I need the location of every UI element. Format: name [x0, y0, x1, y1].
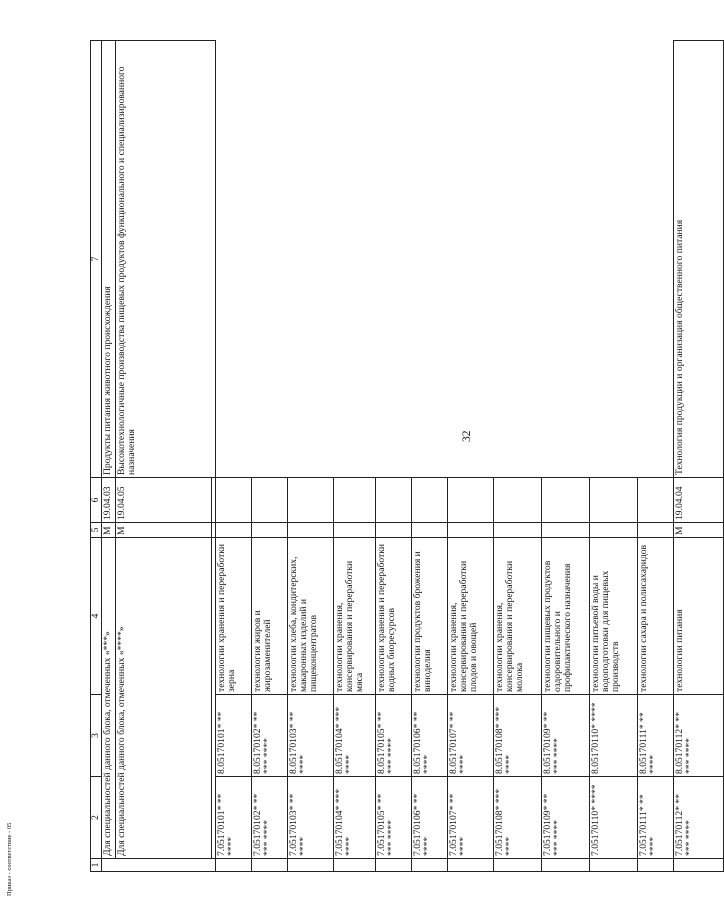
cell-c5 [493, 523, 541, 538]
cell-c1 [411, 859, 447, 872]
cell-c4: технологии сахара и полисахаридов [637, 538, 673, 695]
cell-c2: 7.05170111* ** **** [637, 777, 673, 859]
cell-c1 [375, 859, 411, 872]
table-row [673, 41, 723, 872]
table-row [287, 41, 333, 872]
page-number: 32 [461, 430, 473, 442]
cell-c1 [637, 859, 673, 872]
note-row [102, 41, 115, 872]
table-row [447, 41, 493, 872]
cell-c6 [589, 478, 637, 523]
cell-c3: 8.05170103* ** **** [287, 695, 333, 777]
cell-c3: 8.05170110* **** [589, 695, 637, 777]
header-cell: 2 [91, 777, 102, 859]
cell-c4: технологии хранения, консервирования и переработки мяса [333, 538, 375, 695]
cell-c4: технологии хранения, консервирования и переработки молока [493, 538, 541, 695]
cell-c7: Технология продукции и организация общественного питания [673, 41, 723, 478]
table-row [541, 41, 589, 872]
table-row [251, 41, 287, 872]
header-cell: 5 [91, 523, 102, 538]
cell-c6 [411, 478, 447, 523]
table-row [637, 41, 673, 872]
cell-c4: технологии хлеба, кондитерских, макаронных изделий и пищеконцентратов [287, 538, 333, 695]
note-description: Высокотехнологичные производства пищевых продуктов функционального и специализированного назначения [115, 41, 215, 478]
note-text: Для специальностей данного блока, отмеченных «***» [102, 538, 115, 859]
cell-c6 [375, 478, 411, 523]
cell-c2: 7.05170107* ** **** [447, 777, 493, 859]
cell-c2: 7.05170109* ** *** **** [541, 777, 589, 859]
cell-c1 [251, 859, 287, 872]
footer-note: Приказ - соответствие - 05 [6, 822, 13, 896]
cell-c5 [447, 523, 493, 538]
cell-c1 [333, 859, 375, 872]
cell-c5 [411, 523, 447, 538]
correspondence-table [90, 40, 724, 872]
rotated-table-container [90, 40, 696, 872]
cell-c2: 7.05170105* ** *** **** [375, 777, 411, 859]
cell-c5 [251, 523, 287, 538]
note-level: М [102, 523, 115, 538]
note-code: 19.04.05 [115, 478, 211, 523]
cell-c4: технологии хранения и переработки зерна [215, 538, 251, 695]
table-row [375, 41, 411, 872]
cell-c3: 8.05170107* ** **** [447, 695, 493, 777]
cell-c6 [251, 478, 287, 523]
header-cell: 1 [91, 859, 102, 872]
cell-c3: 8.05170109* ** *** **** [541, 695, 589, 777]
cell-c3: 8.05170105* ** *** **** [375, 695, 411, 777]
cell-c6 [541, 478, 589, 523]
cell-c2: 7.05170112* ** *** **** [673, 777, 723, 859]
cell-c3: 8.05170112* ** *** **** [673, 695, 723, 777]
cell-c5 [287, 523, 333, 538]
note-text: Для специальностей данного блока, отмеченных «****» [115, 538, 211, 859]
note-row [115, 41, 211, 872]
cell-c1 [287, 859, 333, 872]
cell-c6 [287, 478, 333, 523]
cell-c2: 7.05170101* ** **** [215, 777, 251, 859]
table-row [333, 41, 375, 872]
cell-c3: 8.05170101* ** [215, 695, 251, 777]
cell-c2: 7.05170110* **** [589, 777, 637, 859]
block-cell [102, 859, 215, 872]
header-cell: 4 [91, 538, 102, 695]
cell-c3: 8.05170104* *** **** [333, 695, 375, 777]
cell-c4: технологии хранения, консервирования и переработки плодов и овощей [447, 538, 493, 695]
cell-c5: М [673, 523, 723, 538]
table-row [589, 41, 637, 872]
note-level: М [115, 523, 211, 538]
cell-c2: 7.05170103* ** **** [287, 777, 333, 859]
table-body [215, 41, 723, 872]
cell-c5 [215, 523, 251, 538]
table-row [411, 41, 447, 872]
cell-c5 [375, 523, 411, 538]
cell-c1 [215, 859, 251, 872]
cell-c3: 8.05170108* *** **** [493, 695, 541, 777]
cell-c6: 19.04.04 [673, 478, 723, 523]
cell-c5 [333, 523, 375, 538]
cell-c5 [637, 523, 673, 538]
cell-c3: 8.05170102* ** *** **** [251, 695, 287, 777]
cell-c2: 7.05170108* *** **** [493, 777, 541, 859]
cell-c2: 7.05170102* ** *** **** [251, 777, 287, 859]
cell-c6 [637, 478, 673, 523]
cell-c3: 8.05170106* ** **** [411, 695, 447, 777]
cell-c1 [589, 859, 637, 872]
header-cell: 3 [91, 695, 102, 777]
cell-c6 [333, 478, 375, 523]
note-description: Продукты питания животного происхождения [102, 41, 115, 478]
header-cell: 6 [91, 478, 102, 523]
cell-c5 [541, 523, 589, 538]
note-code: 19.04.03 [102, 478, 115, 523]
table-row [215, 41, 251, 872]
cell-c4: технологии питания [673, 538, 723, 695]
cell-c6 [493, 478, 541, 523]
table-header-row [91, 41, 102, 872]
cell-c4: технология жиров и жирозаменителей [251, 538, 287, 695]
cell-c1 [447, 859, 493, 872]
cell-c6 [215, 478, 251, 523]
cell-c4: технологии пищевых продуктов оздоровительного и профилактического назначения [541, 538, 589, 695]
cell-c4: технологии питьевой воды и водоподготовки для пищевых производств [589, 538, 637, 695]
cell-c1 [673, 859, 723, 872]
table-row [493, 41, 541, 872]
header-cell: 7 [91, 41, 102, 478]
cell-c1 [541, 859, 589, 872]
cell-c3: 8.05170111* ** **** [637, 695, 673, 777]
cell-c4: технологии хранения и переработки водных биоресурсов [375, 538, 411, 695]
cell-c4: технологии продуктов брожения и виноделия [411, 538, 447, 695]
cell-c1 [493, 859, 541, 872]
cell-c5 [589, 523, 637, 538]
cell-c6 [447, 478, 493, 523]
cell-c2: 7.05170104* *** **** [333, 777, 375, 859]
cell-c2: 7.05170106* ** **** [411, 777, 447, 859]
